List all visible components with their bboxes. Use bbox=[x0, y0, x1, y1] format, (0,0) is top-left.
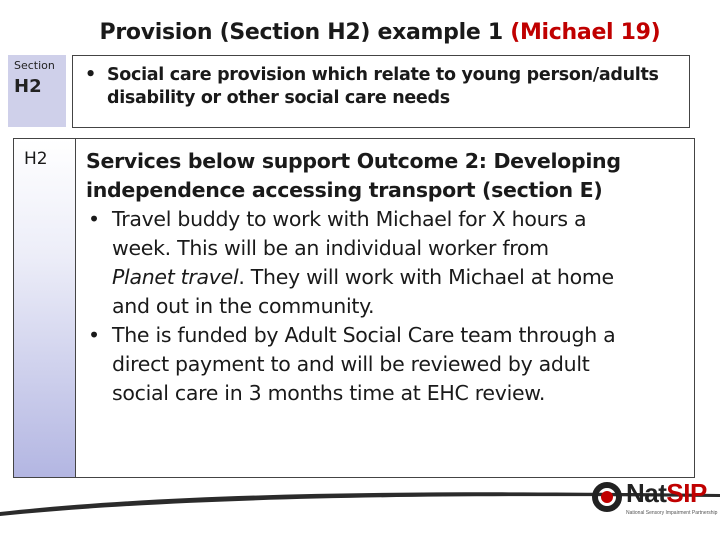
natsip-logo bbox=[592, 478, 718, 528]
description-list bbox=[85, 64, 679, 110]
logo-nat: Nat bbox=[626, 478, 667, 508]
section-description-box bbox=[72, 55, 690, 128]
logo-tagline: National Sensory Impairment Partnership bbox=[626, 510, 718, 516]
provider-name: Planet travel bbox=[112, 265, 239, 289]
provision-item-funding bbox=[86, 321, 688, 408]
heading-line-1: Services below support Outcome 2: Developing bbox=[86, 149, 621, 173]
provision-item-travel-buddy bbox=[86, 205, 688, 321]
slide-title bbox=[0, 20, 720, 45]
travel-buddy-line-3: . They will work with Michael at home bbox=[238, 265, 614, 289]
funding-line-3: social care in 3 months time at EHC review. bbox=[112, 381, 546, 405]
side-section-code: H2 bbox=[24, 149, 48, 169]
title-main: Provision (Section H2) example 1 bbox=[99, 20, 503, 45]
travel-buddy-line-4: and out in the community. bbox=[112, 294, 375, 318]
travel-buddy-line-1: Travel buddy to work with Michael for X hours a bbox=[112, 207, 587, 231]
logo-ring-icon bbox=[592, 482, 622, 512]
logo-wordmark bbox=[626, 478, 707, 509]
description-line-2: disability or other social care needs bbox=[107, 88, 450, 108]
heading-line-2: independence accessing transport (section E) bbox=[86, 178, 603, 202]
description-line-1: Social care provision which relate to young person/adults bbox=[107, 65, 659, 85]
section-label-box bbox=[8, 55, 66, 127]
logo-sip: SIP bbox=[666, 478, 707, 508]
provision-content-box bbox=[75, 138, 695, 478]
travel-buddy-line-2: week. This will be an individual worker from bbox=[112, 236, 549, 260]
side-label-box bbox=[13, 138, 75, 478]
funding-line-2: direct payment to and will be reviewed by adult bbox=[112, 352, 590, 376]
provision-list bbox=[86, 205, 688, 408]
section-small-label: Section bbox=[14, 59, 55, 72]
title-accent: (Michael 19) bbox=[510, 20, 661, 45]
provision-heading bbox=[86, 147, 688, 205]
funding-line-1: The is funded by Adult Social Care team through a bbox=[112, 323, 616, 347]
section-code: H2 bbox=[14, 76, 42, 97]
description-item bbox=[85, 64, 679, 110]
